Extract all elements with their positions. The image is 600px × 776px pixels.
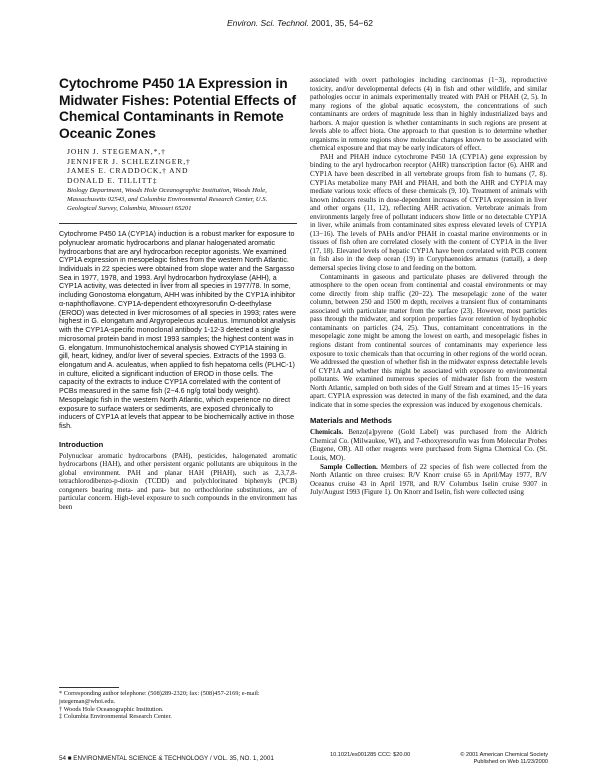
- right-body: [310, 76, 547, 409]
- footer-published: Published on Web 11/23/2000: [473, 759, 548, 765]
- affiliation: Biology Department, Woods Hole Oceanographic Institution, Woods Hole, Massachusetts 02543, and Columbia Environmental Research Center, U.S. Geological Survey, Columbia, Missouri 65201: [67, 187, 268, 212]
- author-list: [67, 147, 297, 185]
- citation: 2001, 35, 54−62: [308, 18, 373, 28]
- intro-heading: Introduction: [59, 439, 104, 449]
- methods-heading: Materials and Methods: [310, 416, 392, 426]
- footnote-rule: [59, 687, 119, 688]
- article-title: Cytochrome P450 1A Expression in Midwater Fishes: Potential Effects of Chemical Contaminants in Remote Oceanic Zones: [59, 76, 297, 141]
- footnote-corresponding: * Corresponding author telephone: (508)289-2320; fax: (508)457-2169; e-mail: jstegeman@whoi.edu.: [59, 690, 260, 705]
- journal-name: Environ. Sci. Technol.: [227, 18, 309, 28]
- chemicals-text: Benzo[a]pyrene (Gold Label) was purchased from the Aldrich Chemical Co. (Milwaukee, WI), and 7-ethoxyresorufin was from Molecular Probes (Eugene, OR). All other reagents were purchased from Sigma Chemical Co. (St. Louis, MO).: [310, 428, 547, 462]
- sample-text: Members of 22 species of fish were collected from the North Atlantic on three cruises: R/V Knorr cruise 65 in April/May 1977, R/V Oceanus cruise 43 in April 1978, and R/V Columbus Iselin cruise 9307 in July/August 1993 (Figure 1). On Knorr and Iselin, fish were collected using: [310, 462, 547, 497]
- footer-copyright: © 2001 American Chemical Society: [460, 752, 548, 758]
- author-line: JENNIFER J. SCHLEZINGER,†: [67, 156, 191, 166]
- intro-paragraph: Polynuclear aromatic hydrocarbons (PAH), pesticides, halogenated aromatic hydrocarbons (HAH), and other persistent organic pollutants are ubiquitous in the global environment. PAH and planar HAH (PHAH), such as 2,3,7,8-tetrachlorodibenzo-p-dioxin (TCDD) and polychlorinated biphenyls (PCB) congeners bearing meta- and para- but no orthochlorine substitutions, are of particular concern. High-level exposure to such compounds in the environment has been: [59, 451, 297, 511]
- paragraph: Contaminants in gaseous and particulate phases are delivered through the atmosphere to the open ocean from continental and coastal environments or may come directly from ship traffic (20−22). The mesopelagic zone of the water column, between 250 and 1500 m depth, receives a transient flux of contaminants associated with particulate matter from the surface (23). However, most particles pass through the midwater, and sorption properties favor retention of hydrophobic contaminants on particles (24, 25). Thus, contaminant concentrations in the mesopelagic zone might be among the lowest on earth, and mesopelagic fishes in regions distant from continental sources of contaminants may experience less exposure to toxic chemicals than that occurring in other regions of the world ocean. We addressed the question of whether fish in the midwater express detectable levels of CYP1A and whether this might be associated with exposure to environmental pollutants. We examined numerous species of midwater fish from the western North Atlantic, sampled on both sides of the Gulf Stream and at times 15−16 years apart. CYP1A expression was detected in many of the fish examined, and the data indicate that in some species the expression was induced by exogenous chemicals.: [310, 272, 547, 409]
- author-line: DONALD E. TILLITT‡: [67, 175, 158, 185]
- paragraph: associated with overt pathologies including carcinomas (1−3), reproductive toxicity, and/or developmental defects (4) in fish and other wildlife, and similar pathologies occur in animals experimentally treated with PAH or PHAH (2, 5). In many regions of the global aquatic ecosystem, the concentrations of such contaminants are orders of magnitude less than in highly industrialized bays and harbors. A major question is whether contaminants in such regions are present at levels able to affect biota. One approach to that question is to determine whether organisms in remote regions show molecular changes known to be associated with chemical exposure and that may be early indicators of effect.: [310, 76, 547, 153]
- divider: [59, 223, 297, 224]
- footer-journal: 54 ■ ENVIRONMENTAL SCIENCE & TECHNOLOGY / VOL. 35, NO. 1, 2001: [59, 755, 274, 762]
- abstract: Cytochrome P450 1A (CYP1A) induction is a robust marker for exposure to polynuclear aromatic hydrocarbons and planar halogenated aromatic hydrocarbons that are aryl hydrocarbon receptor agonists. We examined CYP1A expression in mesopelagic fishes from the western North Atlantic. Individuals in 22 species were obtained from slope water and the Sargasso Sea in 1977, 1978, and 1993. Aryl hydrocarbon hydroxylase (AHH), a CYP1A activity, was detected in liver from all species in 1977/78. In some, including Gonostoma elongatum, AHH was inhibited by the CYP1A inhibitor α-naphthoflavone. CYP1A-dependent ethoxyresorufin O-deethylase (EROD) was detected in liver microsomes of all species in 1993; rates were highest in G. elongatum and Argyropelecus aculeatus. Immunoblot analysis with the CYP1A-specific monoclonal antibody 1-12-3 detected a single microsomal protein band in most 1993 samples; the highest content was in G. elongatum. Immunohistochemical analysis showed CYP1A staining in gill, heart, kidney, and/or liver of several species. Extracts of the 1993 G. elongatum and A. aculeatus, when applied to fish hepatoma cells (PLHC-1) in culture, elicited a significant induction of EROD in those cells. The capacity of the extracts to induce CYP1A correlated with the content of PCBs measured in the same fish (2−4.6 ng/g total body weight). Mesopelagic fish in the western North Atlantic, which experience no direct exposure to surface waters or sediments, are exposed chronically to inducers of CYP1A at levels that appear to be biochemically active in those fish.: [59, 230, 296, 430]
- footnotes: [59, 687, 297, 721]
- right-column: [310, 76, 547, 497]
- running-head: [0, 18, 600, 28]
- chemicals-lead: Chemicals.: [310, 428, 344, 437]
- footnote-ddagger: ‡ Columbia Environmental Research Center.: [59, 713, 172, 721]
- footer-doi: 10.1021/es001285 CCC: $20.00: [330, 752, 411, 758]
- footnote-dagger: † Woods Hole Oceanographic Institution.: [59, 705, 164, 713]
- intro-body: [59, 452, 297, 512]
- chemicals-paragraph: [310, 428, 547, 462]
- left-column: [59, 76, 297, 512]
- paragraph: PAH and PHAH induce cytochrome P450 1A (CYP1A) gene expression by binding to the aryl hydrocarbon receptor (AHR) transcription factor (6). AHR and CYP1A have been described in all vertebrate groups from fish to humans (7, 8). CYP1As metabolize many PAH and PHAH, and both the AHR and CYP1A may mediate various toxic effects of these chemicals (9, 10). Treatment of animals with known inducers results in dose-dependent increases of CYP1A expression in liver and other organs (11, 12), reflecting AHR activation. Vertebrate animals from environments largely free of pollutant inducers show little or no detectable CYP1A in liver, while animals from contaminated sites express elevated levels of CYP1A (13−16). The levels of PAHs and/or PHAH in coastal marine environments or in tissues of fish often are correlated closely with the content of CYP1A in the liver (17, 18). Elevated levels of hepatic CYP1A have been correlated with PCB content in fish also in the deep ocean (19) in Coryphaenoides armatus (rattail), a deep demersal species living close to and feeding on the bottom.: [310, 152, 547, 273]
- sample-lead: Sample Collection.: [320, 462, 378, 471]
- footer-publication: [408, 752, 548, 766]
- sample-paragraph: [310, 463, 547, 497]
- author-line: JAMES E. CRADDOCK,† AND: [67, 166, 189, 176]
- methods-body: [310, 428, 547, 496]
- author-line: JOHN J. STEGEMAN,*,†: [67, 147, 166, 156]
